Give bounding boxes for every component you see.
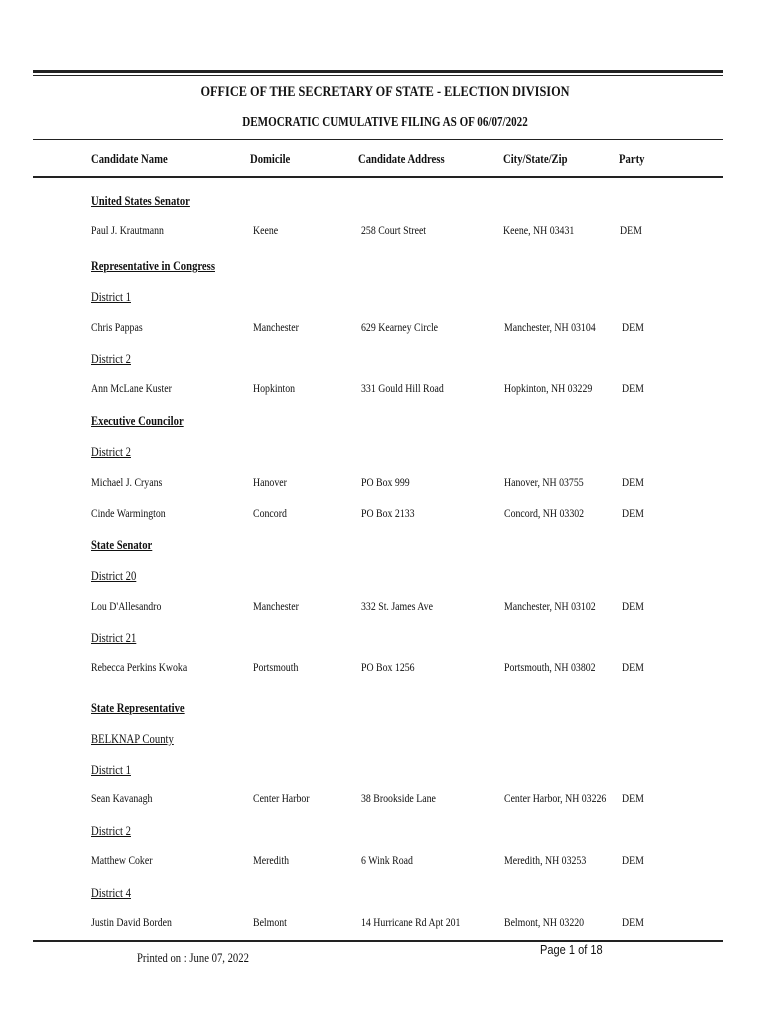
column-header-domicile: Domicile	[250, 151, 291, 166]
district-heading: District 20	[91, 568, 137, 583]
candidate-address: PO Box 999	[361, 475, 410, 489]
district-heading: District 4	[91, 885, 131, 900]
candidate-domicile: Hopkinton	[253, 381, 296, 395]
top-rule-thick	[33, 70, 723, 73]
candidate-name: Rebecca Perkins Kwoka	[91, 660, 188, 674]
column-header-city: City/State/Zip	[503, 151, 568, 166]
candidate-address: 38 Brookside Lane	[361, 791, 436, 805]
header-rule-top	[33, 139, 723, 140]
column-header-name: Candidate Name	[91, 151, 168, 166]
candidate-address: 14 Hurricane Rd Apt 201	[361, 915, 461, 929]
candidate-domicile: Keene	[253, 223, 279, 237]
page-title: OFFICE OF THE SECRETARY OF STATE - ELECTION DIVISION	[200, 84, 570, 100]
candidate-city: Meredith, NH 03253	[504, 853, 587, 867]
page-subtitle: DEMOCRATIC CUMULATIVE FILING AS OF 06/07/2022	[242, 114, 528, 129]
candidate-party: DEM	[622, 320, 644, 334]
candidate-city: Belmont, NH 03220	[504, 915, 585, 929]
candidate-city: Keene, NH 03431	[503, 223, 575, 237]
district-heading: District 21	[91, 630, 137, 645]
page-number: Page 1 of 18	[540, 942, 603, 957]
candidate-address: 331 Gould Hill Road	[361, 381, 444, 395]
district-heading: District 1	[91, 289, 131, 304]
office-heading-state-senator: State Senator	[91, 537, 153, 552]
candidate-party: DEM	[622, 475, 644, 489]
candidate-city: Concord, NH 03302	[504, 506, 585, 520]
candidate-address: 629 Kearney Circle	[361, 320, 439, 334]
column-header-address: Candidate Address	[358, 151, 445, 166]
header-rule-bottom	[33, 176, 723, 178]
candidate-city: Center Harbor, NH 03226	[504, 791, 607, 805]
candidate-domicile: Manchester	[253, 320, 299, 334]
candidate-domicile: Portsmouth	[253, 660, 299, 674]
candidate-party: DEM	[622, 506, 644, 520]
candidate-name: Cinde Warmington	[91, 506, 166, 520]
candidate-party: DEM	[620, 223, 642, 237]
candidate-domicile: Belmont	[253, 915, 287, 929]
office-heading-congress: Representative in Congress	[91, 258, 215, 273]
office-heading-executive-councilor: Executive Councilor	[91, 413, 184, 428]
candidate-domicile: Hanover	[253, 475, 287, 489]
candidate-name: Lou D'Allesandro	[91, 599, 162, 613]
candidate-domicile: Manchester	[253, 599, 299, 613]
candidate-party: DEM	[622, 853, 644, 867]
column-header-party: Party	[619, 151, 645, 166]
candidate-address: PO Box 1256	[361, 660, 415, 674]
candidate-party: DEM	[622, 660, 644, 674]
candidate-address: 258 Court Street	[361, 223, 427, 237]
office-heading-us-senator: United States Senator	[91, 193, 190, 208]
candidate-domicile: Concord	[253, 506, 287, 520]
candidate-name: Michael J. Cryans	[91, 475, 163, 489]
county-heading: BELKNAP County	[91, 731, 174, 746]
candidate-name: Chris Pappas	[91, 320, 143, 334]
printed-date: Printed on : June 07, 2022	[137, 950, 249, 965]
candidate-domicile: Center Harbor	[253, 791, 310, 805]
candidate-address: 332 St. James Ave	[361, 599, 433, 613]
candidate-city: Hanover, NH 03755	[504, 475, 584, 489]
candidate-party: DEM	[622, 915, 644, 929]
district-heading: District 2	[91, 351, 131, 366]
district-heading: District 1	[91, 762, 131, 777]
candidate-party: DEM	[622, 599, 644, 613]
office-heading-state-representative: State Representative	[91, 700, 185, 715]
candidate-name: Matthew Coker	[91, 853, 153, 867]
candidate-party: DEM	[622, 381, 644, 395]
candidate-party: DEM	[622, 791, 644, 805]
top-rule-thin	[33, 75, 723, 76]
candidate-city: Portsmouth, NH 03802	[504, 660, 596, 674]
candidate-address: PO Box 2133	[361, 506, 415, 520]
candidate-name: Ann McLane Kuster	[91, 381, 172, 395]
candidate-city: Hopkinton, NH 03229	[504, 381, 593, 395]
candidate-address: 6 Wink Road	[361, 853, 413, 867]
candidate-name: Paul J. Krautmann	[91, 223, 164, 237]
candidate-domicile: Meredith	[253, 853, 290, 867]
candidate-name: Sean Kavanagh	[91, 791, 153, 805]
candidate-city: Manchester, NH 03102	[504, 599, 596, 613]
footer-rule	[33, 940, 723, 942]
district-heading: District 2	[91, 823, 131, 838]
candidate-name: Justin David Borden	[91, 915, 172, 929]
candidate-city: Manchester, NH 03104	[504, 320, 596, 334]
district-heading: District 2	[91, 444, 131, 459]
